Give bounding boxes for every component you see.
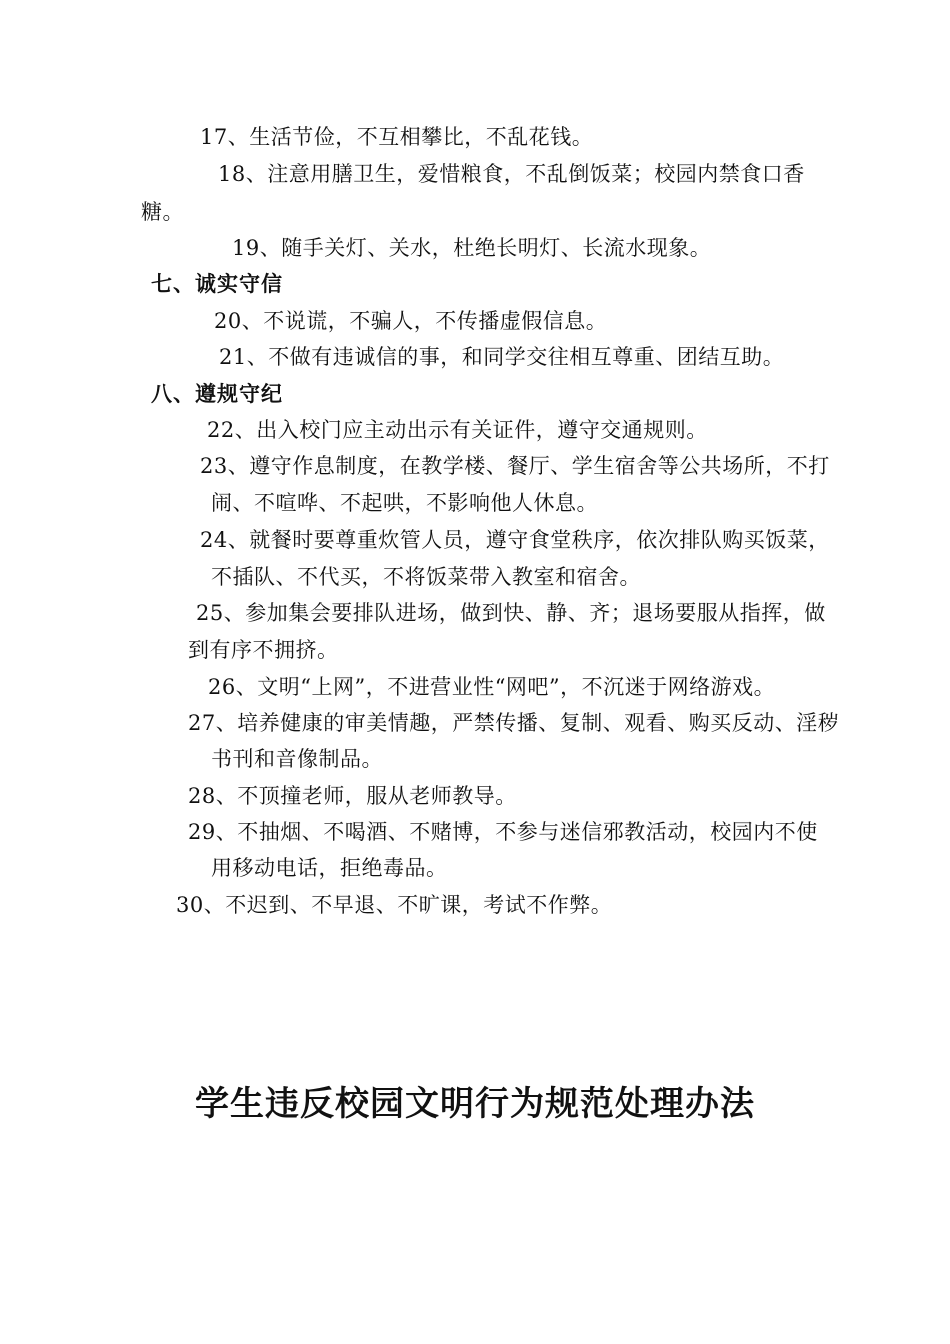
- rule-30: 30、不迟到、不早退、不旷课，考试不作弊。: [176, 893, 613, 917]
- rule-29-line2: 用移动电话，拒绝毒品。: [211, 856, 448, 880]
- section-heading-7: 七、诚实守信: [151, 272, 283, 296]
- section-heading-8: 八、遵规守纪: [151, 382, 283, 406]
- rule-26: 26、文明“上网”，不进营业性“网吧”，不沉迷于网络游戏。: [208, 675, 776, 699]
- rule-21: 21、不做有违诚信的事，和同学交往相互尊重、团结互助。: [219, 345, 785, 369]
- rule-25-line2: 到有序不拥挤。: [188, 638, 339, 662]
- rule-23-line2: 闹、不喧哗、不起哄，不影响他人休息。: [211, 491, 598, 515]
- rule-29-line1: 29、不抽烟、不喝酒、不赌博，不参与迷信邪教活动，校园内不使: [188, 820, 818, 844]
- rule-19: 19、随手关灯、关水，杜绝长明灯、长流水现象。: [232, 236, 712, 260]
- rule-22: 22、出入校门应主动出示有关证件，遵守交通规则。: [207, 418, 708, 442]
- rule-18-line1: 18、注意用膳卫生，爱惜粮食，不乱倒饭菜；校园内禁食口香: [218, 162, 805, 186]
- rule-20: 20、不说谎，不骗人，不传播虚假信息。: [214, 309, 608, 333]
- rule-28: 28、不顶撞老师，服从老师教导。: [188, 784, 517, 808]
- rule-23-line1: 23、遵守作息制度，在教学楼、餐厅、学生宿舍等公共场所，不打: [200, 454, 830, 478]
- rule-27-line1: 27、培养健康的审美情趣，严禁传播、复制、观看、购买反动、淫秽: [188, 711, 840, 735]
- rule-25-line1: 25、参加集会要排队进场，做到快、静、齐；退场要服从指挥，做: [196, 601, 826, 625]
- rule-24-line1: 24、就餐时要尊重炊管人员，遵守食堂秩序，依次排队购买饭菜，: [200, 528, 830, 552]
- rule-24-line2: 不插队、不代买，不将饭菜带入教室和宿舍。: [211, 565, 641, 589]
- rule-27-line2: 书刊和音像制品。: [211, 747, 383, 771]
- rule-18-line2: 糖。: [141, 200, 184, 224]
- rule-17: 17、生活节俭，不互相攀比，不乱花钱。: [200, 125, 594, 149]
- document-title: 学生违反校园文明行为规范处理办法: [195, 1084, 755, 1124]
